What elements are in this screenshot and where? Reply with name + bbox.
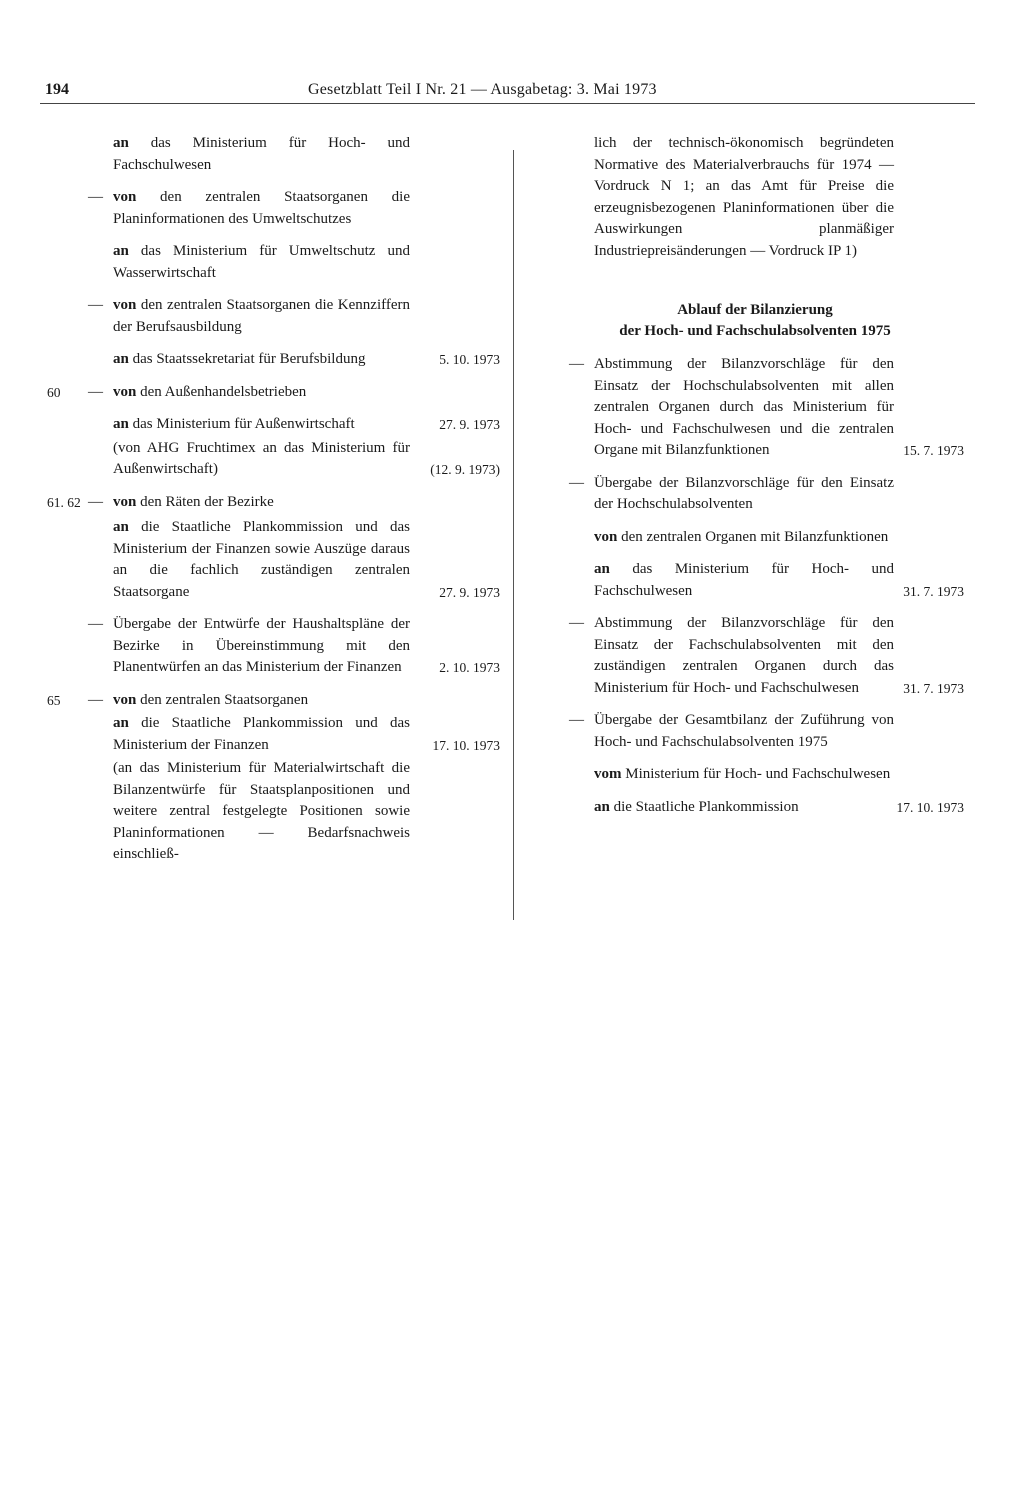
header-title: Gesetzblatt Teil I Nr. 21 — Ausgabetag: 3. Mai 1973: [308, 81, 657, 98]
entry-body: die Staatliche Plankommission und das Ministerium der Finanzen: [113, 715, 410, 753]
section-heading: [520, 300, 1000, 342]
entry-text: [113, 382, 410, 404]
right-column: [520, 133, 1000, 818]
entry-body: Übergabe der Entwürfe der Haushaltspläne der Bezirke in Übereinstimmung mit den Planentwürfen an das Ministerium der Finanzen: [113, 616, 410, 675]
deadline-date: (12. 9. 1973): [430, 462, 500, 477]
entry-body: (an das Ministerium für Materialwirtschaft die Bilanzentwürfe für Staatsplanpositionen und weitere zentral festgelegte Positionen sowie Planinformationen — Bedarfsnachweis einschließ-: [113, 760, 410, 862]
entry: [520, 797, 1000, 819]
list-dash: —: [569, 474, 584, 491]
entry-body: den zentralen Organen mit Bilanzfunktionen: [617, 528, 889, 545]
entry-text: [594, 797, 894, 819]
entry-text: [594, 527, 894, 549]
entry: [520, 559, 1000, 602]
deadline-date: 15. 7. 1973: [903, 443, 964, 458]
entry-text: [113, 133, 410, 176]
entry-text: [113, 517, 410, 603]
entry-text: [113, 295, 410, 338]
margin-number: 60: [47, 384, 61, 400]
entry-body: Übergabe der Bilanzvorschläge für den Einsatz der Hochschulabsolventen: [594, 474, 894, 512]
keyword: an: [594, 561, 610, 577]
entry: [0, 382, 512, 404]
entry-text: [113, 758, 410, 866]
entry-body: das Ministerium für Umweltschutz und Wasserwirtschaft: [113, 243, 410, 281]
entry-text: [113, 414, 410, 436]
entry-body: den zentralen Staatsorganen: [136, 691, 309, 708]
entry: [0, 690, 512, 712]
keyword: an: [113, 715, 129, 731]
entry-body: (von AHG Fruchtimex an das Ministerium für Außenwirtschaft): [113, 439, 410, 477]
list-dash: —: [569, 356, 584, 372]
keyword: von: [594, 528, 618, 545]
entry: [520, 710, 1000, 753]
entry-text: [113, 492, 410, 514]
keyword: von: [113, 189, 137, 205]
section-heading-line-2: der Hoch- und Fachschulabsolventen 1975: [619, 323, 891, 339]
entry-text: [594, 764, 894, 786]
entry-text: [594, 613, 894, 699]
right-intro-paragraph: [520, 133, 1000, 262]
entry: [0, 241, 512, 284]
keyword: von: [113, 493, 137, 510]
entry-body: das Ministerium für Hoch- und Fachschulwesen: [594, 561, 894, 599]
entry: [0, 438, 512, 481]
left-column: [0, 133, 512, 866]
entry: [520, 527, 1000, 549]
entry-text: [113, 614, 410, 679]
entry-body: Abstimmung der Bilanzvorschläge für den Einsatz der Hochschulabsolventen mit allen zentralen Organen durch das Ministerium für Hoch- und Fachschulwesen und die zentralen Organe mit Bilanzfunktionen: [594, 356, 894, 458]
entry: [0, 517, 512, 603]
entry: [0, 187, 512, 230]
entry-body: Übergabe der Gesamtbilanz der Zuführung von Hoch- und Fachschulabsolventen 1975: [594, 712, 894, 750]
entry-body: das Ministerium für Hoch- und Fachschulwesen: [113, 135, 410, 173]
entry: [520, 764, 1000, 786]
entry: [0, 133, 512, 176]
deadline-date: 17. 10. 1973: [432, 737, 500, 753]
entry-body: den Außenhandelsbetrieben: [136, 383, 307, 400]
header-rule: [40, 103, 975, 104]
keyword: von: [113, 297, 137, 313]
list-dash: —: [569, 712, 584, 728]
keyword: vom: [594, 766, 622, 782]
entry-body: das Staatssekretariat für Berufsbildung: [128, 351, 366, 367]
entry-body: die Staatliche Plankommission: [609, 798, 799, 815]
list-dash: —: [88, 616, 103, 632]
list-dash: —: [88, 383, 103, 400]
deadline-date: 31. 7. 1973: [903, 680, 964, 696]
entry-text: [113, 187, 410, 230]
entry-text: [113, 438, 410, 481]
right-entries: [520, 354, 1000, 818]
deadline-date: 31. 7. 1973: [903, 583, 964, 599]
deadline-date: 2. 10. 1973: [439, 660, 500, 675]
entry-text: [113, 713, 410, 756]
entry: [520, 354, 1000, 462]
entry: [0, 414, 512, 436]
list-dash: —: [88, 189, 103, 205]
right-intro-text: lich der technisch-ökonomisch begründeten Normative des Materialverbrauchs für 1974 — Vordruck N 1; an das Amt für Preise die erzeugnisbezogenen Planinformationen über die Auswirkungen planmäßiger Industriepreisänderungen — Vordruck IP 1): [594, 135, 894, 259]
keyword: an: [113, 243, 129, 259]
deadline-date: 27. 9. 1973: [439, 584, 500, 600]
margin-number: 61. 62: [47, 494, 81, 510]
entry-text: [594, 473, 894, 516]
keyword: an: [113, 416, 129, 432]
entry-body: Ministerium für Hoch- und Fachschulwesen: [621, 766, 891, 782]
deadline-date: 17. 10. 1973: [896, 799, 964, 815]
page-number: 194: [45, 81, 69, 98]
keyword: an: [113, 351, 129, 367]
entry-text: [594, 354, 894, 462]
entry-body: den zentralen Staatsorganen die Kennziffern der Berufsausbildung: [113, 297, 410, 335]
entry: [0, 492, 512, 514]
keyword: an: [594, 798, 610, 815]
entry-text: [113, 349, 410, 371]
list-dash: —: [88, 297, 103, 313]
list-dash: —: [88, 493, 103, 510]
entry: [0, 713, 512, 756]
entry-text: [594, 559, 894, 602]
keyword: an: [113, 519, 129, 535]
list-dash: —: [569, 615, 584, 631]
keyword: an: [113, 135, 129, 151]
entry: [520, 473, 1000, 516]
entry: [0, 349, 512, 371]
column-divider: [513, 150, 514, 920]
entry-text: [113, 690, 410, 712]
entry: [0, 295, 512, 338]
margin-number: 65: [47, 692, 61, 708]
keyword: von: [113, 383, 137, 400]
deadline-date: 27. 9. 1973: [439, 417, 500, 432]
entry: [520, 613, 1000, 699]
entry: [0, 758, 512, 866]
entry-body: den Räten der Bezirke: [136, 493, 274, 510]
entry-body: das Ministerium für Außenwirtschaft: [128, 416, 355, 432]
section-heading-line-1: Ablauf der Bilanzierung: [677, 302, 833, 318]
keyword: von: [113, 691, 137, 708]
deadline-date: 5. 10. 1973: [439, 352, 500, 367]
entry: [0, 614, 512, 679]
entry-body: Abstimmung der Bilanzvorschläge für den Einsatz der Fachschulabsolventen mit den zuständigen zentralen Organen durch das Ministerium für Hoch- und Fachschulwesen: [594, 615, 894, 696]
list-dash: —: [88, 691, 103, 708]
entry-body: den zentralen Staatsorganen die Planinformationen des Umweltschutzes: [113, 189, 410, 227]
entry-text: [113, 241, 410, 284]
entry-body: die Staatliche Plankommission und das Ministerium der Finanzen sowie Auszüge daraus an die fachlich zuständigen zentralen Staatsorgane: [113, 519, 410, 600]
entry-text: [594, 710, 894, 753]
